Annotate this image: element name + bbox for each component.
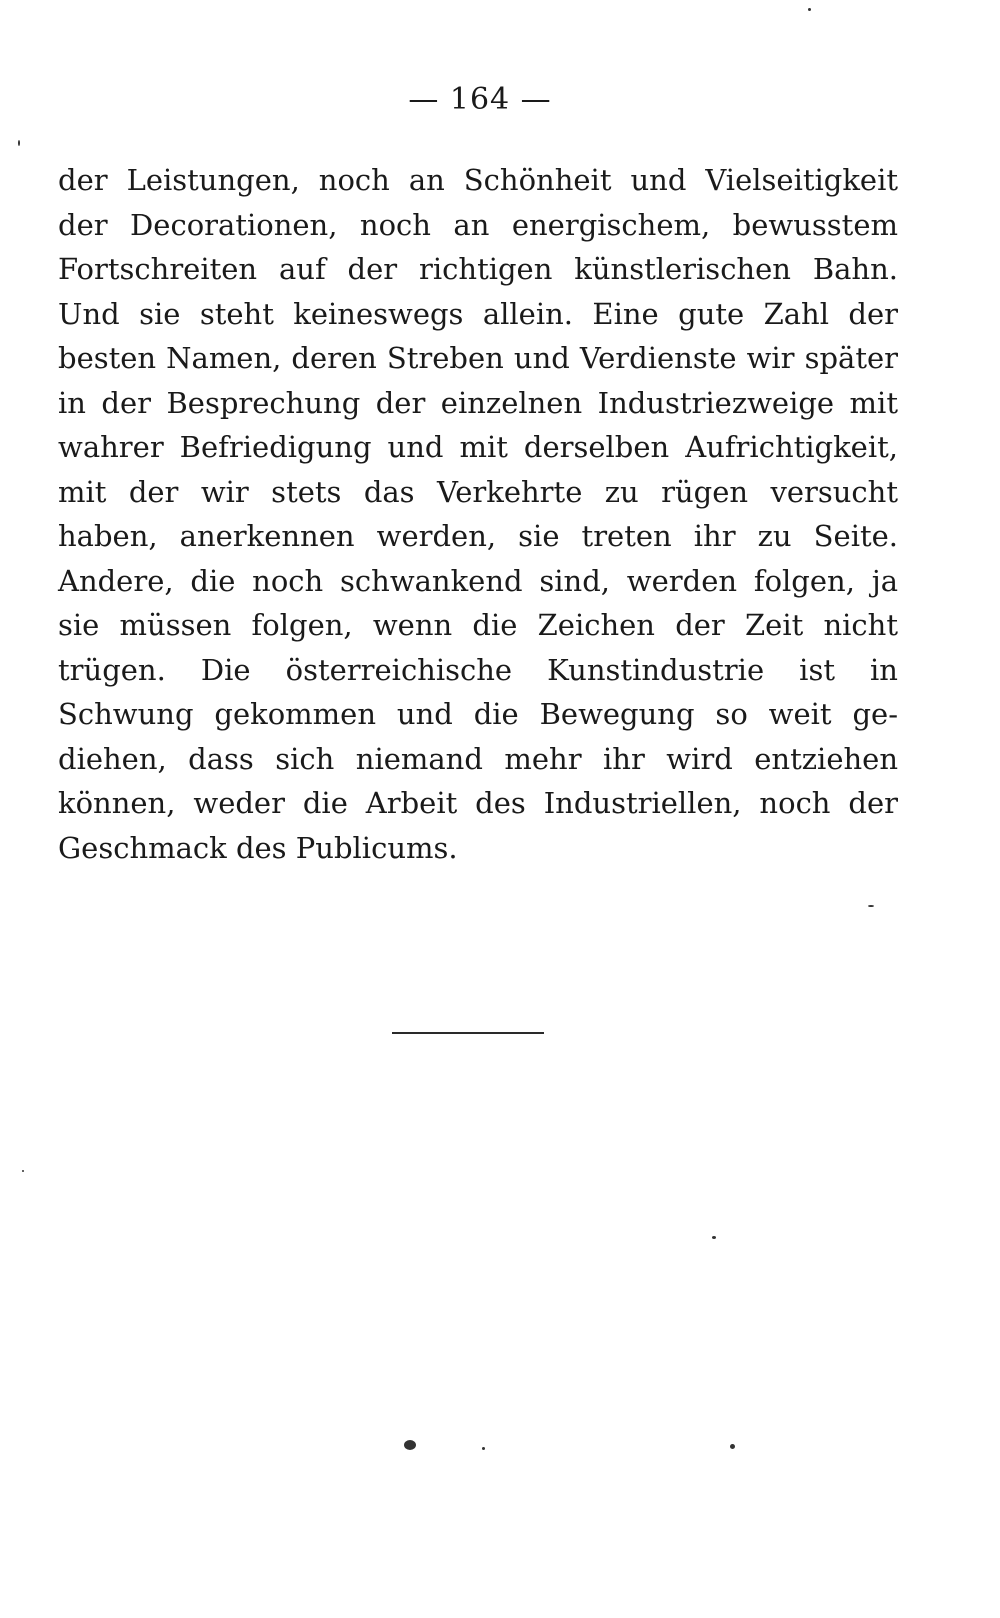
scan-speck [712,1236,716,1239]
text-line: Andere, die noch schwankend sind, werden folgen, ja [58,563,898,598]
scan-speck [808,8,811,11]
text-line: der Leistungen, noch an Schönheit und Vielseitigkeit [58,163,898,197]
page-number: — 164 — [408,82,552,117]
text-line: wahrer Befriedigung und mit derselben Aufrichtigkeit, [58,430,898,464]
text-line: Geschmack des Publicums. [58,830,458,865]
scan-speck [404,1440,416,1450]
scan-speck [18,140,20,146]
section-end-rule [392,1032,544,1034]
text-line: diehen, dass sich niemand mehr ihr wird entziehen [58,741,898,776]
text-line: Fortschreiten auf der richtigen künstlerischen Bahn. [58,252,898,286]
text-line: sie müssen folgen, wenn die Zeichen der Zeit nicht [58,608,898,642]
text-line: Schwung gekommen und die Bewegung so weit ge- [58,697,898,731]
scan-speck [868,905,874,907]
text-line: in der Besprechung der einzelnen Industriezweige mit [58,385,898,420]
text-line: der Decorationen, noch an energischem, bewusstem [58,207,898,242]
scan-speck [22,1170,24,1172]
text-line: trügen. Die österreichische Kunstindustrie ist in [58,652,898,687]
scan-speck [730,1444,735,1449]
text-line: Und sie steht keineswegs allein. Eine gute Zahl der [58,296,898,331]
text-line: mit der wir stets das Verkehrte zu rügen versucht [58,474,898,509]
body-text [58,158,898,870]
text-line: haben, anerkennen werden, sie treten ihr zu Seite. [58,519,898,553]
text-line: können, weder die Arbeit des Industriellen, noch der [58,786,898,820]
text-line: besten Namen, deren Streben und Verdienste wir später [58,341,898,375]
scan-speck [482,1447,485,1450]
